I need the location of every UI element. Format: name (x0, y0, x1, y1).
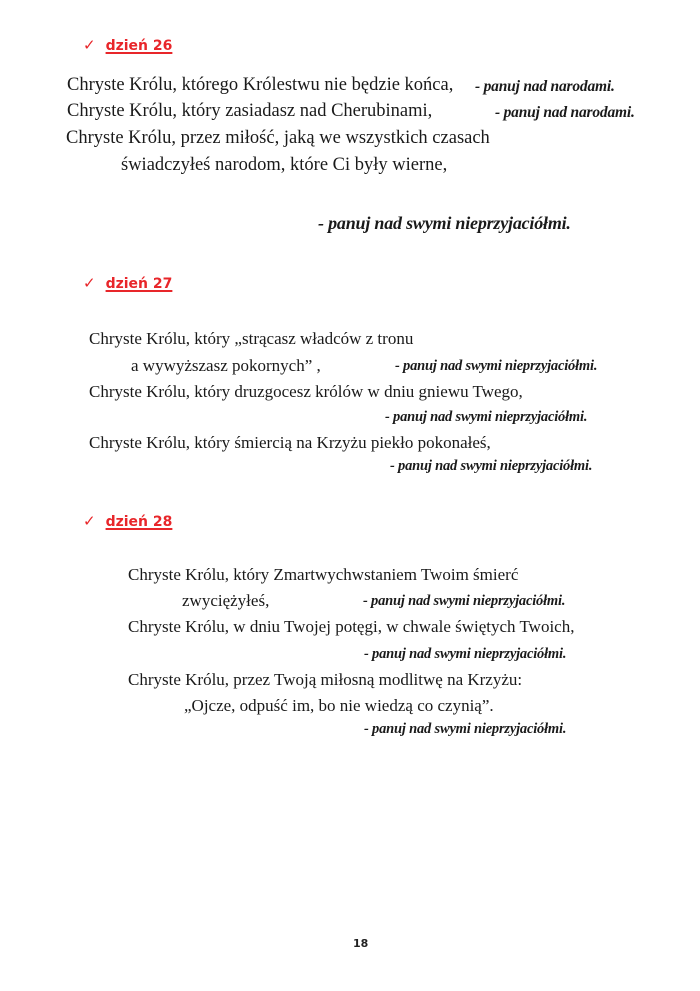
section-heading-26 (83, 36, 172, 54)
verse-line: Chryste Królu, który druzgocesz królów w dniu gniewu Twego, (89, 382, 523, 401)
response-line: - panuj nad swymi nieprzyjaciółmi. (364, 721, 567, 737)
checkmark-icon: ✓ (83, 36, 96, 54)
checkmark-icon: ✓ (83, 512, 96, 530)
verse-line: Chryste Królu, który Zmartwychwstaniem Twoim śmierć (128, 565, 519, 584)
section-heading-28 (83, 512, 172, 530)
verse-line: Chryste Królu, który śmiercią na Krzyżu piekło pokonałeś, (89, 433, 491, 452)
response-line: - panuj nad swymi nieprzyjaciółmi. (363, 593, 566, 609)
verse-line: Chryste Królu, który zasiadasz nad Cherubinami, (67, 101, 433, 121)
checkmark-icon: ✓ (83, 274, 96, 292)
verse-line: Chryste Królu, przez Twoją miłosną modlitwę na Krzyżu: (128, 670, 523, 689)
response-line: - panuj nad swymi nieprzyjaciółmi. (364, 646, 567, 662)
response-line: - panuj nad narodami. (495, 104, 635, 121)
verse-line: Chryste Królu, przez miłość, jaką we wszystkich czasach (66, 128, 490, 148)
section-heading-27 (83, 274, 172, 292)
verse-line: a wywyższasz pokornych” , (131, 356, 321, 375)
response-line-final: - panuj nad swymi nieprzyjaciółmi. (318, 213, 571, 233)
verse-line: zwyciężyłeś, (182, 591, 270, 610)
section-heading-label: dzień 27 (105, 276, 173, 292)
response-line: - panuj nad swymi nieprzyjaciółmi. (395, 358, 598, 374)
verse-line: „Ojcze, odpuść im, bo nie wiedzą co czynią”. (184, 696, 494, 715)
response-line: - panuj nad narodami. (475, 78, 615, 95)
page-number: 18 (353, 937, 369, 950)
response-line: - panuj nad swymi nieprzyjaciółmi. (390, 458, 593, 474)
verse-line: Chryste Królu, który „strącasz władców z tronu (89, 329, 414, 348)
response-line: - panuj nad swymi nieprzyjaciółmi. (385, 409, 588, 425)
verse-line: Chryste Królu, którego Królestwu nie będzie końca, (67, 75, 454, 95)
section-heading-label: dzień 26 (105, 38, 173, 54)
verse-line: Chryste Królu, w dniu Twojej potęgi, w chwale świętych Twoich, (128, 617, 575, 636)
verse-line: świadczyłeś narodom, które Ci były wierne, (121, 155, 448, 175)
section-heading-label: dzień 28 (105, 514, 173, 530)
